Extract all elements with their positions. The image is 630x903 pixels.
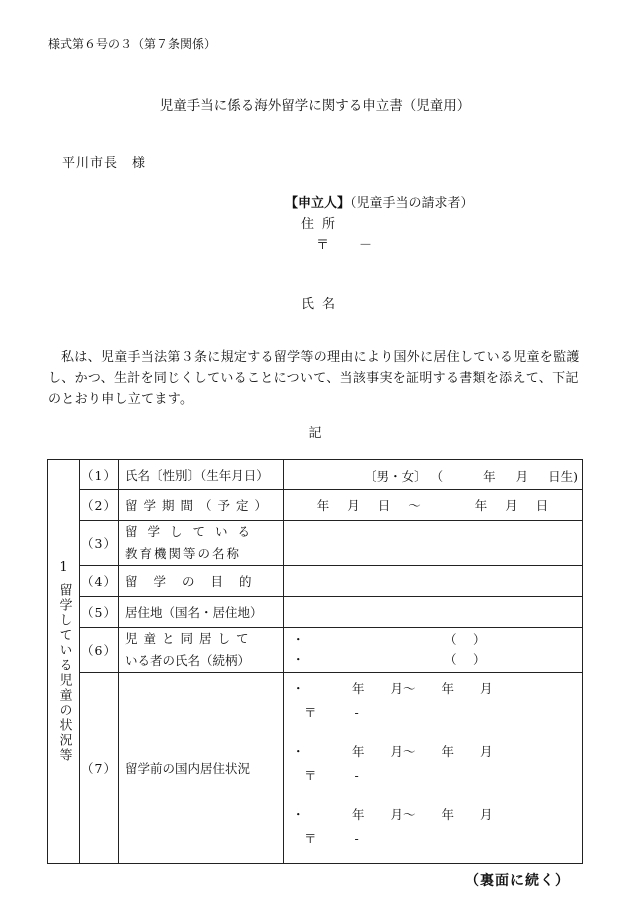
row-number: （6） [80, 628, 119, 673]
table-row-name [48, 460, 583, 490]
table-row-period [48, 490, 583, 521]
table-row-institution [48, 521, 583, 566]
row-number: （1） [80, 460, 119, 490]
study-period-field[interactable]: 年 月 日 ～ 年 月 日 [284, 490, 583, 521]
section-cell [48, 460, 80, 864]
history-entry: ・ 年 月～ 年 月 〒 - [292, 681, 493, 720]
document-title: 児童手当に係る海外留学に関する申立書（児童用） [159, 98, 471, 114]
row-number: （7） [80, 673, 119, 864]
institution-label: 留学している 教育機関等の名称 [119, 521, 284, 566]
history-entry: ・ 年 月～ 年 月 〒 - [292, 807, 493, 846]
history-entry: ・ 年 月～ 年 月 〒 - [292, 744, 493, 783]
residence-label: 居住地（国名・居住地） [119, 597, 284, 628]
addressee: 平川市長 様 [62, 156, 147, 171]
name-gender-birth-field[interactable]: 〔男・女〕 （ 年 月 日生) [284, 460, 583, 490]
domestic-history-label: 留学前の国内居住状況 [119, 673, 284, 864]
child-status-table [47, 459, 583, 864]
form-number: 様式第６号の３（第７条関係） [48, 37, 217, 51]
applicant-heading-bracket: 【申立人】 [285, 196, 351, 211]
cohabitant-label: 児童と同居して いる者の氏名（続柄） [119, 628, 284, 673]
purpose-label: 留学の目的 [119, 566, 284, 597]
table-row-domestic-history [48, 673, 583, 864]
zip-mark: 〒 [316, 238, 330, 253]
name-gender-birth-label: 氏名〔性別〕（生年月日） [119, 460, 284, 490]
study-period-label: 留学期間（予定） [119, 490, 284, 521]
residence-field[interactable] [284, 597, 583, 628]
address-zip-row[interactable] [316, 234, 372, 253]
continued-note: （裏面に続く） [465, 873, 570, 889]
ki-heading: 記 [308, 426, 322, 441]
section-number: 1 [59, 560, 68, 575]
section-label: 留学している児童の状況等 [56, 583, 72, 763]
row-number: （2） [80, 490, 119, 521]
row-number: （5） [80, 597, 119, 628]
institution-field[interactable] [284, 521, 583, 566]
zip-dash: － [359, 238, 373, 253]
statement-text: 私は、児童手当法第３条に規定する留学等の理由により国外に居住している児童を監護し、かつ、生計を同じくしていることについて、当該事実を証明する書類を添えて、下記のとおり申し立てます。 [48, 350, 580, 407]
address-label: 住所 [301, 217, 344, 232]
domestic-history-field[interactable] [284, 673, 583, 864]
table-row-cohabitant [48, 628, 583, 673]
table-row-purpose [48, 566, 583, 597]
gender-choice[interactable]: 〔男・女〕 [364, 469, 427, 484]
purpose-field[interactable] [284, 566, 583, 597]
table-row-residence [48, 597, 583, 628]
applicant-heading-note: （児童手当の請求者） [350, 196, 474, 211]
row-number: （3） [80, 521, 119, 566]
row-number: （4） [80, 566, 119, 597]
applicant-name-label: 氏名 [301, 297, 344, 312]
cohabitant-field[interactable]: ・ （ ） ・ （ ） [284, 628, 583, 673]
applicant-heading [285, 192, 474, 211]
